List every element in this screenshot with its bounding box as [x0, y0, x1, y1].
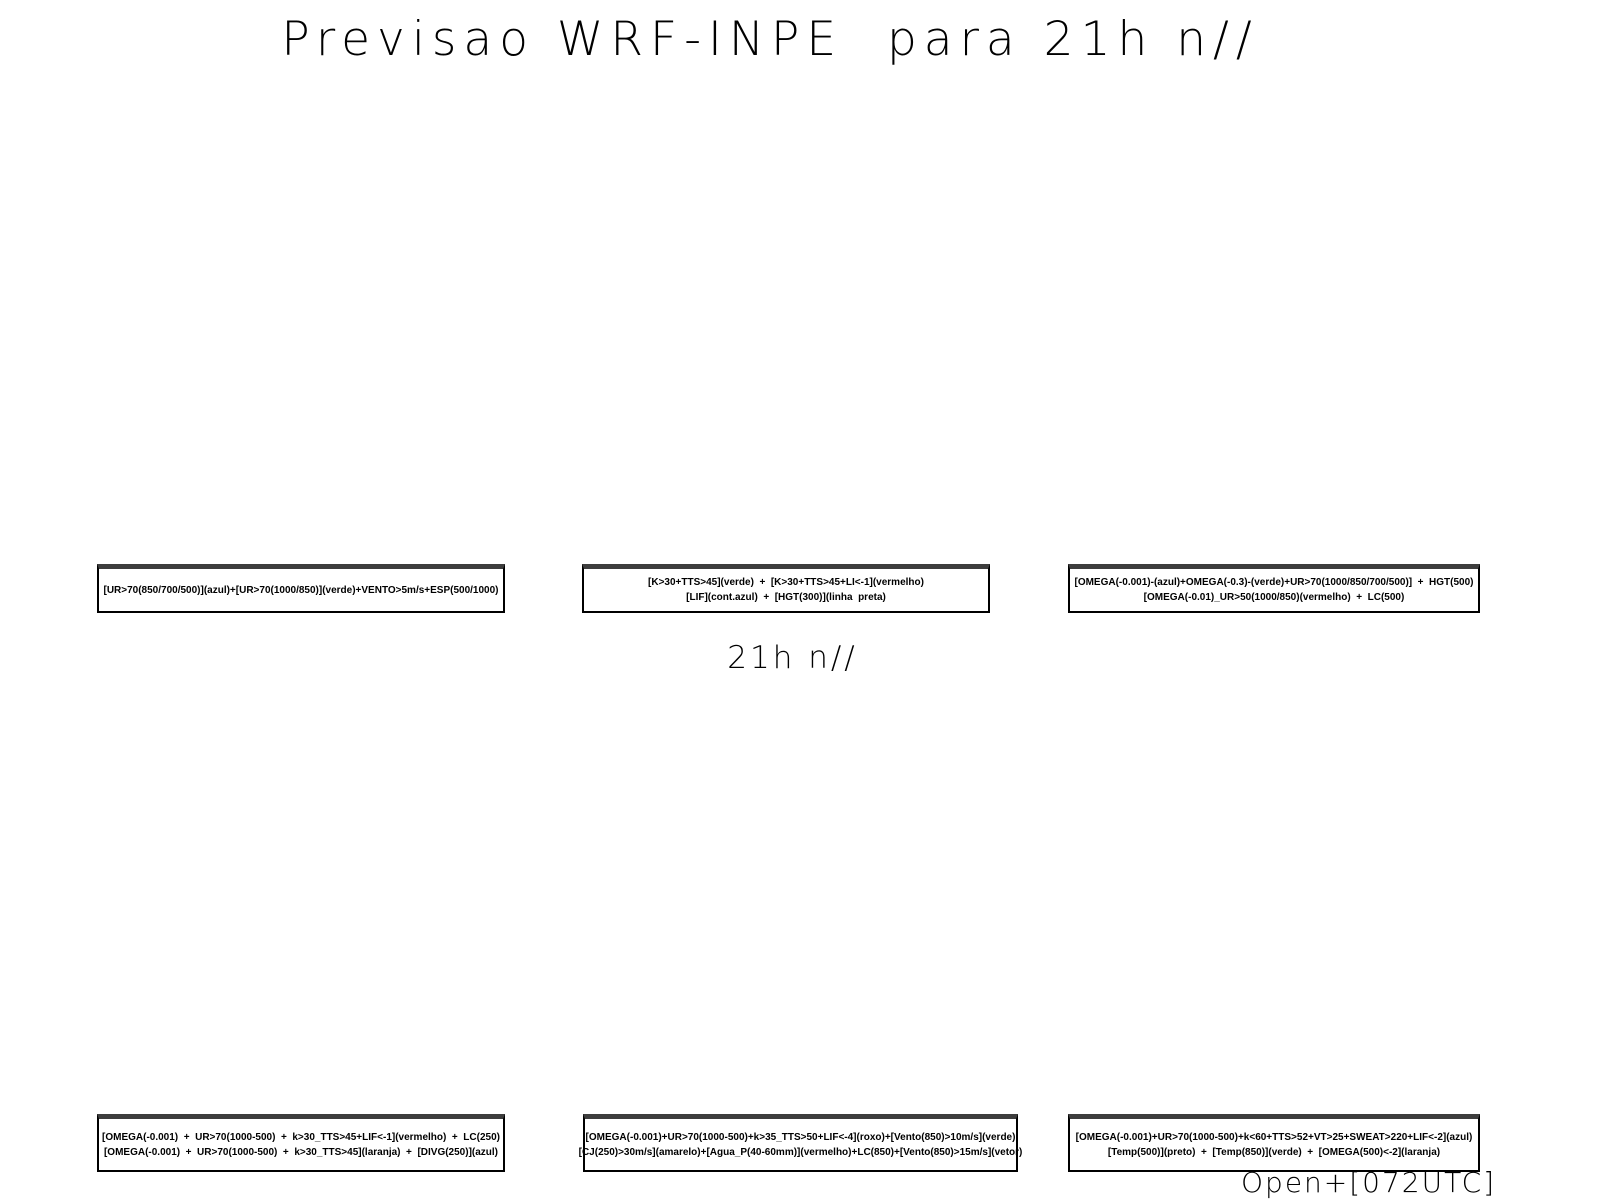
legend-box-bottom-right — [1068, 1114, 1480, 1172]
legend-line: [CJ(250)>30m/s](amarelo)+[Agua_P(40-60mm)](vermelho)+LC(850)+[Vento(850)>15m/s](vetor) — [578, 1146, 1023, 1158]
center-time-label: 21h n// — [727, 640, 858, 676]
legend-line: [OMEGA(-0.001)-(azul)+OMEGA(-0.3)-(verde)+UR>70(1000/850/700/500)] + HGT(500) — [1074, 577, 1474, 588]
legend-box-top-left — [97, 564, 505, 613]
legend-box-top-right — [1068, 564, 1480, 613]
legend-line: [LIF](cont.azul) + [HGT(300)](linha preta) — [686, 592, 886, 603]
footer-run-label: Open+[072UTC] — [1241, 1166, 1497, 1199]
legend-line: [Temp(500)](preto) + [Temp(850)](verde) + [OMEGA(500)<-2](laranja) — [1107, 1146, 1441, 1158]
legend-box-bottom-center — [578, 1114, 1023, 1172]
legend-line: [UR>70(850/700/500)](azul)+[UR>70(1000/850)](verde)+VENTO>5m/s+ESP(500/1000) — [103, 584, 499, 596]
legend-box-top-center — [582, 564, 990, 613]
legend-line: [OMEGA(-0.001)+UR>70(1000-500)+k<60+TTS>52+VT>25+SWEAT>220+LIF<-2](azul) — [1075, 1131, 1473, 1143]
legend-line: [K>30+TTS>45](verde) + [K>30+TTS>45+LI<-1](vermelho) — [648, 577, 924, 588]
page-title: Previsao WRF-INPE para 21h n// — [281, 12, 1259, 67]
legend-line: [OMEGA(-0.001)+UR>70(1000-500)+k>35_TTS>50+LIF<-4](roxo)+[Vento(850)>10m/s](verde) — [585, 1131, 1016, 1143]
legend-line: [OMEGA(-0.01)_UR>50(1000/850)(vermelho) + LC(500) — [1143, 592, 1405, 603]
legend-line: [OMEGA(-0.001) + UR>70(1000-500) + k>30_TTS>45](laranja) + [DIVG(250)](azul) — [103, 1146, 499, 1158]
legend-line: [OMEGA(-0.001) + UR>70(1000-500) + k>30_TTS>45+LIF<-1](vermelho) + LC(250) — [102, 1131, 500, 1143]
legend-box-bottom-left — [97, 1114, 505, 1172]
